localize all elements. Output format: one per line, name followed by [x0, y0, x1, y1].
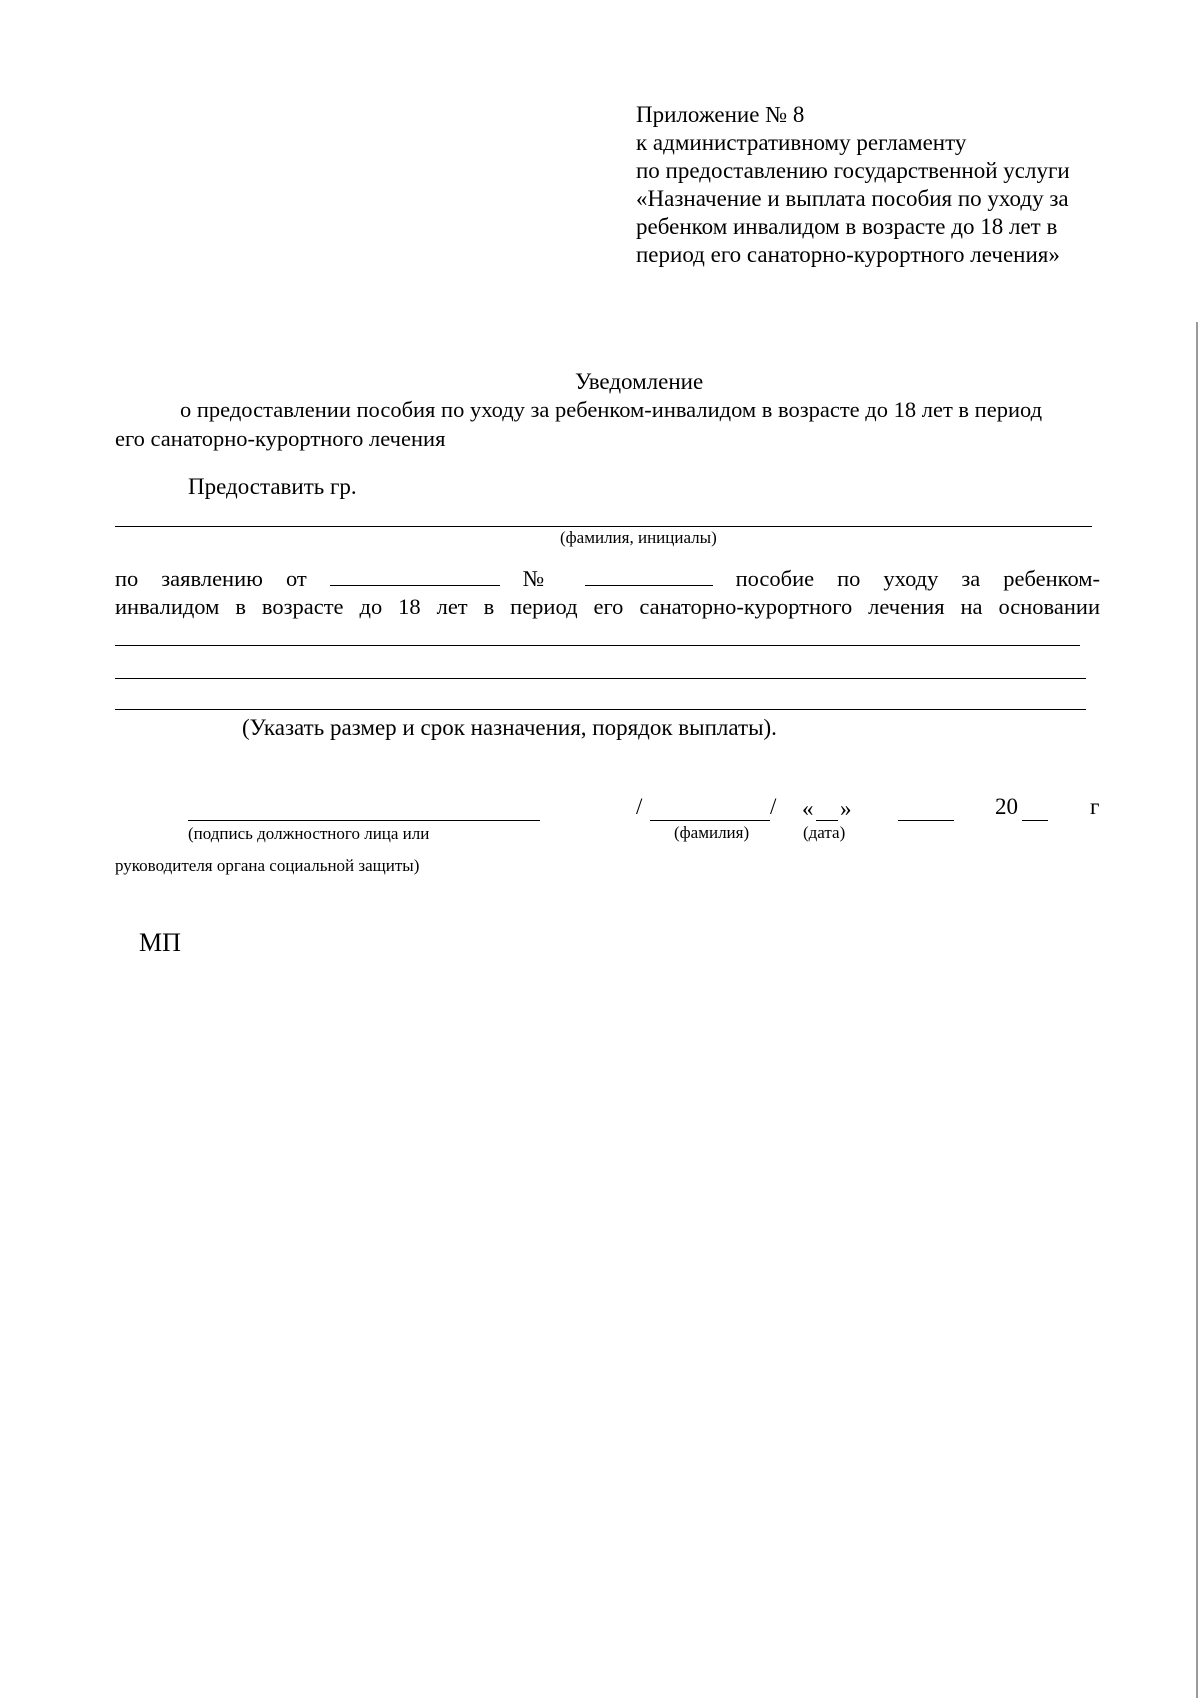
appendix-header [636, 101, 1070, 269]
year-suffix: г [1090, 794, 1100, 819]
signature-field-line[interactable] [188, 820, 540, 821]
surname-field-line[interactable] [650, 820, 770, 821]
application-number-field[interactable] [585, 567, 713, 586]
notice-title: Уведомление [575, 369, 704, 394]
basis-line-3[interactable] [115, 709, 1086, 710]
year-prefix: 20 [995, 794, 1018, 819]
slash-right: / [770, 794, 777, 819]
notice-subtitle-line1: о предоставлении пособия по уходу за ребенком-инвалидом в возрасте до 18 лет в период [180, 397, 1043, 422]
quote-open: « [802, 796, 814, 821]
appendix-line: период его санаторно-курортного лечения» [636, 242, 1060, 267]
appendix-line: Приложение № 8 [636, 102, 805, 127]
year-field-line[interactable] [1022, 820, 1048, 821]
month-field-line[interactable] [898, 820, 954, 821]
caption-signature-line1: (подпись должностного лица или [188, 824, 430, 843]
grant-label: Предоставить гр. [188, 474, 357, 499]
number-sign: № [522, 566, 562, 591]
appendix-line: ребенком инвалидом в возрасте до 18 лет в [636, 214, 1058, 239]
day-field-line[interactable] [816, 820, 838, 821]
appendix-line: к административному регламенту [636, 130, 967, 155]
name-caption: (фамилия, инициалы) [560, 528, 717, 547]
slash-left: / [636, 794, 643, 819]
scan-edge-divider [1196, 322, 1198, 1698]
appendix-line: по предоставлению государственной услуги [636, 158, 1070, 183]
caption-date: (дата) [803, 823, 846, 842]
basis-line-2[interactable] [115, 678, 1086, 679]
name-field-line[interactable] [115, 526, 1092, 527]
caption-surname: (фамилия) [674, 823, 750, 842]
appendix-line: «Назначение и выплата пособия по уходу за [636, 186, 1069, 211]
application-line1-rest: пособие по уходу за ребенком- [735, 566, 1101, 591]
quote-close: » [840, 796, 852, 821]
application-line1 [115, 566, 1100, 592]
instruction-text: (Указать размер и срок назначения, порядок выплаты). [242, 715, 777, 740]
basis-line-1[interactable] [115, 645, 1080, 646]
notice-subtitle-line2: его санаторно-курортного лечения [115, 426, 446, 451]
application-date-field[interactable] [330, 567, 500, 586]
caption-signature-line2: руководителя органа социальной защиты) [115, 856, 420, 875]
stamp-place: МП [139, 928, 181, 957]
application-prefix: по заявлению от [115, 566, 307, 591]
application-line2: инвалидом в возрасте до 18 лет в период его санаторно-курортного лечения на основании [115, 594, 1100, 619]
